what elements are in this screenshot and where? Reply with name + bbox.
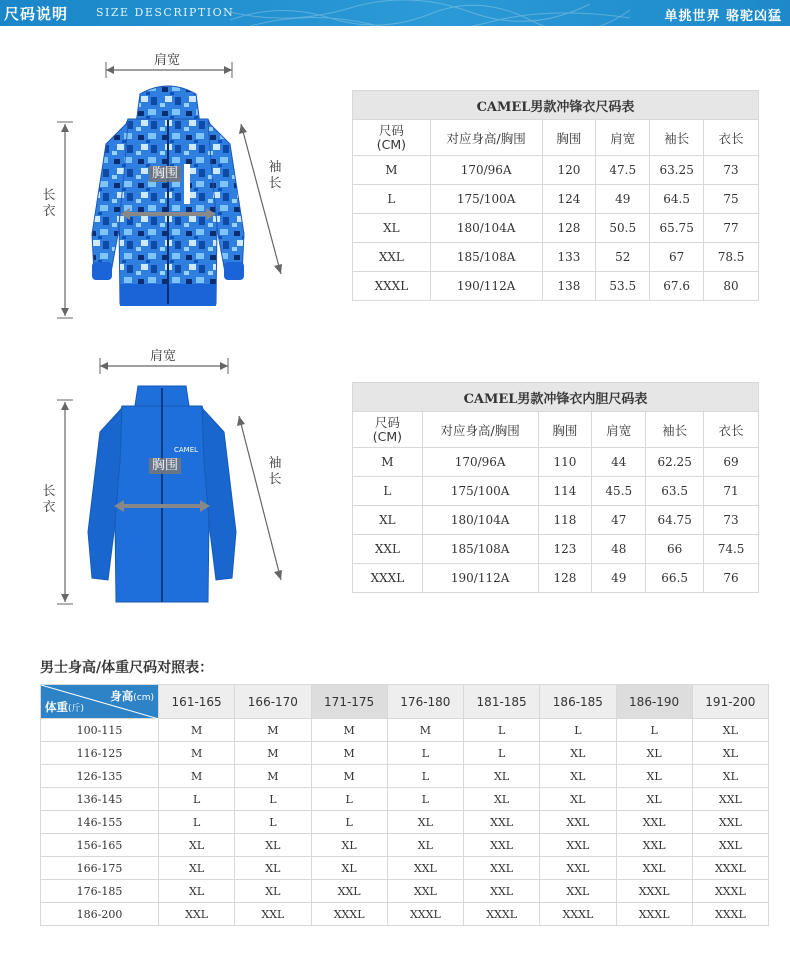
table-cell: 128 (542, 214, 596, 243)
table-header-row (353, 120, 759, 156)
size-cell: XXL (540, 857, 616, 880)
table-row (353, 156, 759, 185)
table-cell: 71 (704, 477, 759, 506)
table-cell: 74.5 (704, 535, 759, 564)
weight-range-cell: 166-175 (41, 857, 159, 880)
header-size (353, 120, 431, 156)
size-cell: XXL (540, 834, 616, 857)
header-bar (0, 0, 790, 26)
table-cell: 124 (542, 185, 596, 214)
table-cell: 50.5 (596, 214, 650, 243)
size-cell: M (311, 742, 387, 765)
table-body (353, 448, 759, 593)
corner-height-text: 身高 (110, 689, 134, 703)
table-cell: 78.5 (704, 243, 759, 272)
table-row (41, 903, 769, 926)
table-cell: 66 (646, 535, 704, 564)
table-row (41, 788, 769, 811)
size-cell: XXXL (540, 903, 616, 926)
table-row (353, 185, 759, 214)
sleeve-label-top: 袖 (268, 160, 282, 175)
size-cell: XL (692, 765, 768, 788)
header-sleeve: 袖长 (646, 412, 704, 448)
header-chest: 胸围 (542, 120, 596, 156)
weight-range-cell: 100-115 (41, 719, 159, 742)
size-cell: XL (235, 880, 311, 903)
size-cell: M (235, 765, 311, 788)
size-cell: XXL (387, 857, 463, 880)
corner-cell (41, 685, 159, 719)
size-cell: XXXL (616, 903, 692, 926)
table-row (41, 742, 769, 765)
size-cell: XXL (692, 788, 768, 811)
weight-range-cell: 146-155 (41, 811, 159, 834)
table-cell: 175/100A (430, 185, 542, 214)
table-cell: 63.5 (646, 477, 704, 506)
header-chest: 胸围 (538, 412, 592, 448)
table-cell: 190/112A (430, 272, 542, 301)
header-size-unit: (CM) (372, 428, 403, 444)
size-cell: XL (159, 857, 235, 880)
header-size (353, 412, 423, 448)
table-cell: 62.25 (646, 448, 704, 477)
corner-height-unit: (cm) (133, 693, 154, 703)
height-range-header: 186-185 (540, 685, 616, 719)
table-cell: XL (353, 506, 423, 535)
table-cell: M (353, 448, 423, 477)
size-cell: XL (540, 742, 616, 765)
table-cell: 76 (704, 564, 759, 593)
height-range-header: 166-170 (235, 685, 311, 719)
size-cell: L (540, 719, 616, 742)
size-cell: XXL (616, 857, 692, 880)
table-row (353, 564, 759, 593)
size-cell: XL (159, 880, 235, 903)
table-row (41, 880, 769, 903)
weight-range-cell: 156-165 (41, 834, 159, 857)
table-row (41, 719, 769, 742)
table-cell: 73 (704, 506, 759, 535)
size-cell: XL (692, 719, 768, 742)
table-cell: 190/112A (422, 564, 538, 593)
size-cell: XL (616, 742, 692, 765)
table-cell: 180/104A (430, 214, 542, 243)
chest-label: 胸围 (149, 166, 181, 182)
cross-table-title: 男士身高/体重尺码对照表： (40, 660, 214, 676)
size-cell: XXL (692, 834, 768, 857)
table-cell: 133 (542, 243, 596, 272)
table-cell: 67 (650, 243, 704, 272)
size-cell: M (159, 765, 235, 788)
table-cell: 110 (538, 448, 592, 477)
table-cell: M (353, 156, 431, 185)
table-caption: CAMEL男款冲锋衣尺码表 (353, 91, 759, 120)
header-sleeve: 袖长 (650, 120, 704, 156)
table-cell: 45.5 (592, 477, 646, 506)
size-cell: XL (540, 788, 616, 811)
table-row (41, 811, 769, 834)
size-cell: M (311, 719, 387, 742)
table-cell: 65.75 (650, 214, 704, 243)
size-cell: M (159, 742, 235, 765)
height-range-header: 161-165 (159, 685, 235, 719)
table-row (41, 857, 769, 880)
table-cell: 138 (542, 272, 596, 301)
table-cell: 47.5 (596, 156, 650, 185)
table-cell: 128 (538, 564, 592, 593)
table-cell: 114 (538, 477, 592, 506)
height-range-header: 181-185 (464, 685, 540, 719)
size-cell: XL (464, 788, 540, 811)
table-cell: 80 (704, 272, 759, 301)
size-cell: XL (692, 742, 768, 765)
table-cell: XXL (353, 535, 423, 564)
size-cell: XXL (464, 857, 540, 880)
table-row (353, 272, 759, 301)
size-cell: XL (311, 834, 387, 857)
sleeve-label-bottom: 长 (268, 472, 282, 487)
table-cell: 44 (592, 448, 646, 477)
table-cell: 64.75 (646, 506, 704, 535)
table-cell: 123 (538, 535, 592, 564)
table-cell: 75 (704, 185, 759, 214)
sleeve-label (268, 456, 282, 488)
table-cell: 170/96A (430, 156, 542, 185)
corner-weight-text: 体重 (45, 700, 68, 714)
size-cell: XL (464, 765, 540, 788)
table-cell: 48 (592, 535, 646, 564)
height-weight-table (40, 684, 769, 926)
sleeve-label (268, 160, 282, 192)
size-cell: M (159, 719, 235, 742)
size-cell: XXXL (692, 880, 768, 903)
sleeve-label-bottom: 长 (268, 176, 282, 191)
size-cell: XL (235, 834, 311, 857)
height-range-header: 186-190 (616, 685, 692, 719)
size-cell: XXL (464, 880, 540, 903)
table-row (41, 765, 769, 788)
table-cell: 66.5 (646, 564, 704, 593)
shell-size-table (352, 90, 759, 301)
size-cell: XXL (387, 880, 463, 903)
table-cell: 73 (704, 156, 759, 185)
shoulder-label: 肩宽 (154, 53, 181, 68)
table-row (353, 477, 759, 506)
height-range-header: 191-200 (692, 685, 768, 719)
table-cell: 175/100A (422, 477, 538, 506)
size-cell: M (311, 765, 387, 788)
table-cell: XL (353, 214, 431, 243)
cross-header-row (41, 685, 769, 719)
size-cell: XXL (692, 811, 768, 834)
sleeve-label-top: 袖 (268, 456, 282, 471)
weight-range-cell: 126-135 (41, 765, 159, 788)
table-row (353, 448, 759, 477)
table-cell: 77 (704, 214, 759, 243)
weight-range-cell: 116-125 (41, 742, 159, 765)
header-length: 衣长 (704, 120, 759, 156)
cross-table-body (41, 719, 769, 926)
table-cell: XXL (353, 243, 431, 272)
table-cell: 185/108A (422, 535, 538, 564)
table-cell: 49 (596, 185, 650, 214)
table-body (353, 156, 759, 301)
size-cell: M (235, 719, 311, 742)
weight-range-cell: 136-145 (41, 788, 159, 811)
header-size-label: 尺码 (374, 414, 400, 430)
table-cell: 47 (592, 506, 646, 535)
liner-size-table (352, 382, 759, 593)
size-cell: L (464, 719, 540, 742)
page-title: 尺码说明 (4, 5, 69, 23)
size-cell: XXL (540, 880, 616, 903)
length-label: 长衣 (42, 188, 56, 219)
corner-weight-label (45, 699, 84, 715)
size-cell: XXL (616, 811, 692, 834)
corner-height-label (110, 688, 154, 704)
table-row (353, 535, 759, 564)
size-cell: XL (387, 811, 463, 834)
size-cell: XXXL (311, 903, 387, 926)
table-cell: 185/108A (430, 243, 542, 272)
header-pattern (230, 0, 630, 26)
size-cell: L (387, 765, 463, 788)
table-cell: 170/96A (422, 448, 538, 477)
header-shoulder: 肩宽 (596, 120, 650, 156)
size-cell: XXXL (464, 903, 540, 926)
table-row (353, 506, 759, 535)
table-cell: 49 (592, 564, 646, 593)
table-cell: 64.5 (650, 185, 704, 214)
size-cell: XXL (464, 834, 540, 857)
size-cell: L (616, 719, 692, 742)
size-cell: L (311, 811, 387, 834)
size-cell: XL (235, 857, 311, 880)
table-cell: L (353, 477, 423, 506)
size-cell: XXXL (692, 903, 768, 926)
header-length: 衣长 (704, 412, 759, 448)
size-cell: XXXL (387, 903, 463, 926)
size-cell: XXXL (616, 880, 692, 903)
size-cell: XXL (311, 880, 387, 903)
table-cell: L (353, 185, 431, 214)
height-range-header: 176-180 (387, 685, 463, 719)
header-size-label: 尺码 (378, 122, 404, 138)
size-cell: L (311, 788, 387, 811)
table-cell: 69 (704, 448, 759, 477)
size-cell: XL (159, 834, 235, 857)
size-cell: L (387, 788, 463, 811)
size-cell: XXL (616, 834, 692, 857)
header-height-chest: 对应身高/胸围 (422, 412, 538, 448)
size-cell: XL (387, 834, 463, 857)
table-header-row (353, 412, 759, 448)
length-label: 长衣 (42, 484, 56, 515)
svg-text:CAMEL: CAMEL (174, 446, 199, 454)
size-cell: XXL (159, 903, 235, 926)
corner-weight-unit: (斤) (68, 704, 85, 714)
table-cell: 67.6 (650, 272, 704, 301)
table-cell: 120 (542, 156, 596, 185)
size-cell: L (235, 788, 311, 811)
fleece-liner-figure (36, 340, 336, 630)
weight-range-cell: 176-185 (41, 880, 159, 903)
shell-jacket-figure (36, 44, 336, 334)
table-cell: 52 (596, 243, 650, 272)
size-cell: XXL (235, 903, 311, 926)
page-subtitle: SIZE DESCRIPTION (96, 6, 235, 19)
brand-slogan: 单挑世界 骆驼凶猛 (664, 9, 782, 24)
size-cell: XL (616, 788, 692, 811)
camo-jacket-image (88, 84, 248, 314)
header-size-unit: (CM) (376, 136, 407, 152)
table-cell: 53.5 (596, 272, 650, 301)
table-cell: 180/104A (422, 506, 538, 535)
size-cell: XL (311, 857, 387, 880)
size-cell: M (235, 742, 311, 765)
size-cell: XXL (540, 811, 616, 834)
size-cell: L (387, 742, 463, 765)
size-cell: XL (540, 765, 616, 788)
table-cell: 63.25 (650, 156, 704, 185)
size-cell: M (387, 719, 463, 742)
header-shoulder: 肩宽 (592, 412, 646, 448)
table-row (41, 834, 769, 857)
size-cell: XL (616, 765, 692, 788)
table-caption: CAMEL男款冲锋衣内胆尺码表 (353, 383, 759, 412)
header-height-chest: 对应身高/胸围 (430, 120, 542, 156)
size-cell: L (159, 788, 235, 811)
table-row (353, 214, 759, 243)
size-cell: L (235, 811, 311, 834)
table-cell: XXXL (353, 272, 431, 301)
fleece-jacket-image (82, 382, 242, 612)
weight-range-cell: 186-200 (41, 903, 159, 926)
table-cell: XXXL (353, 564, 423, 593)
table-cell: 118 (538, 506, 592, 535)
size-cell: L (464, 742, 540, 765)
size-cell: L (159, 811, 235, 834)
size-cell: XXL (464, 811, 540, 834)
size-cell: XXXL (692, 857, 768, 880)
shoulder-label: 肩宽 (150, 349, 177, 364)
table-row (353, 243, 759, 272)
height-range-header: 171-175 (311, 685, 387, 719)
chest-label: 胸围 (149, 458, 181, 474)
